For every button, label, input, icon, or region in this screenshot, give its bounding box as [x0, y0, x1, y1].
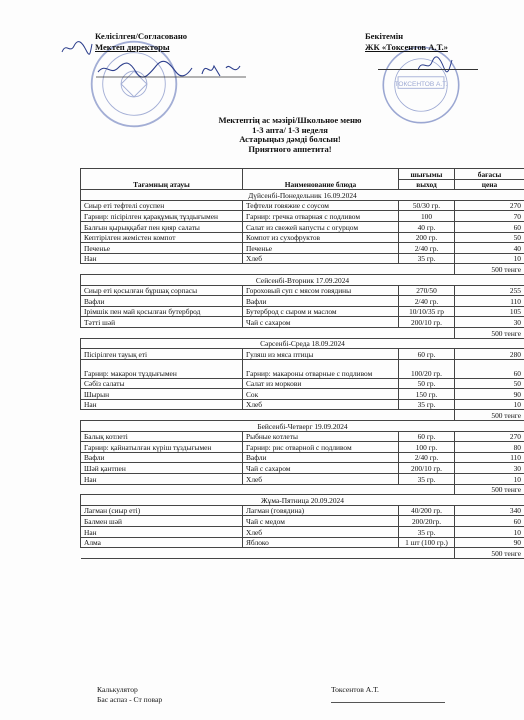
dish-name-kz: Вафли: [81, 452, 243, 463]
director-label: Мектеп директоры: [95, 42, 170, 52]
dish-price: 270: [455, 200, 524, 211]
dish-price: 340: [455, 505, 524, 516]
dish-price: 10: [455, 527, 524, 538]
menu-item-row: [81, 349, 524, 360]
supplier-name: ЖК «Токсентов А.Т.»: [365, 42, 448, 52]
dish-name-kz: Нан: [81, 253, 243, 264]
dish-name-ru: Гуляш из мяса птицы: [243, 349, 399, 360]
supplier-signature-line: [378, 69, 478, 70]
dish-name-kz: Шәй қантпен: [81, 463, 243, 474]
day-header-row: [81, 495, 524, 506]
chef-label: Бас аспаз - Ст повар: [97, 694, 163, 704]
portion-output: 60 гр.: [399, 431, 455, 442]
dish-name-kz: Балғын қырыққабат пен қияр салаты: [81, 221, 243, 232]
dish-price: 70: [455, 211, 524, 222]
day-title: Жұма-Пятница 20.09.2024: [81, 495, 524, 506]
approval-block-right: [365, 31, 448, 53]
title-line-2: 1-3 апта/ 1-3 неделя: [252, 124, 328, 135]
calculator-label: Калькулятор: [97, 685, 138, 694]
dish-name-ru: Лагман (говядина): [243, 505, 399, 516]
footer-signature-line: [331, 702, 445, 703]
day-total: 500 тенге: [455, 484, 524, 495]
dish-name-ru: Чай с сахаром: [243, 317, 399, 328]
day-total: 500 тенге: [455, 327, 524, 338]
dish-name-kz: Шырын: [81, 389, 243, 400]
portion-output: 40/200 гр.: [399, 505, 455, 516]
portion-output: 1 шт (100 гр.): [399, 537, 455, 548]
dish-name-kz: Нан: [81, 399, 243, 410]
dish-name-ru: Яблоко: [243, 537, 399, 548]
menu-item-row: [81, 505, 524, 516]
signature-scribble: [60, 40, 94, 56]
portion-output: 200 гр.: [399, 232, 455, 243]
dish-price: 10: [455, 399, 524, 410]
day-title: Бейсенбі-Четверг 19.09.2024: [81, 421, 524, 432]
portion-output: 100/20 гр.: [399, 359, 455, 378]
dish-price: 110: [455, 296, 524, 307]
column-header-output-ru: выход: [399, 179, 455, 190]
day-title: Сейсенбі-Вторник 17.09.2024: [81, 274, 524, 285]
dish-price: 30: [455, 317, 524, 328]
menu-item-row: [81, 306, 524, 317]
dish-price: 10: [455, 253, 524, 264]
dish-name-ru: Хлеб: [243, 399, 399, 410]
dish-name-kz: Гарнир: қайнатылған күріш тұздығымен: [81, 442, 243, 453]
total-spacer: [81, 264, 455, 275]
day-title: Дүйсенбі-Понедельник 16.09.2024: [81, 190, 524, 201]
portion-output: 35 гр.: [399, 399, 455, 410]
dish-name-kz: Сиыр еті тефтелі соуспен: [81, 200, 243, 211]
menu-item-row: [81, 527, 524, 538]
portion-output: 35 гр.: [399, 527, 455, 538]
day-total: 500 тенге: [455, 410, 524, 421]
portion-output: 2/40 гр.: [399, 243, 455, 254]
dish-name-kz: Алма: [81, 537, 243, 548]
dish-name-ru: Печенье: [243, 243, 399, 254]
portion-output: 200/10 гр.: [399, 463, 455, 474]
director-signature: [96, 58, 246, 80]
menu-item-row: [81, 221, 524, 232]
dish-name-ru: Гарнир: гречка отварная с подливом: [243, 211, 399, 222]
portion-output: 2/40 гр.: [399, 452, 455, 463]
dish-name-kz: Сәбіз салаты: [81, 378, 243, 389]
dish-name-kz: Пісірілген тауық еті: [81, 349, 243, 360]
column-header-kazakh-name: Тағамның атауы: [81, 169, 243, 190]
dish-name-ru: Сок: [243, 389, 399, 400]
dish-price: 50: [455, 378, 524, 389]
menu-item-row: [81, 359, 524, 378]
dish-name-kz: Кептірілген жемістен компот: [81, 232, 243, 243]
dish-name-ru: Тефтели говяжие с соусом: [243, 200, 399, 211]
dish-price: 280: [455, 349, 524, 360]
day-total-row: [81, 410, 524, 421]
portion-output: 60 гр.: [399, 349, 455, 360]
dish-name-ru: Хлеб: [243, 253, 399, 264]
day-total: 500 тенге: [455, 548, 524, 559]
total-spacer: [81, 484, 455, 495]
menu-table: [80, 168, 524, 559]
dish-price: 40: [455, 243, 524, 254]
day-total-row: [81, 548, 524, 559]
day-total-row: [81, 264, 524, 275]
dish-price: 110: [455, 452, 524, 463]
day-header-row: [81, 421, 524, 432]
portion-output: 40 гр.: [399, 221, 455, 232]
menu-item-row: [81, 537, 524, 548]
total-spacer: [81, 410, 455, 421]
dish-name-ru: Гороховый суп с мясом говядины: [243, 285, 399, 296]
menu-item-row: [81, 474, 524, 485]
title-line-4: Приятного аппетита!: [248, 143, 332, 154]
dish-name-ru: Чай с сахаром: [243, 463, 399, 474]
portion-output: 10/10/35 гр: [399, 306, 455, 317]
portion-output: 200/20гр.: [399, 516, 455, 527]
dish-name-ru: Гарнир: макароны отварные с подливом: [243, 359, 399, 378]
menu-item-row: [81, 431, 524, 442]
dish-name-kz: Гарнир: пісірілген қарақұмық тұздығымен: [81, 211, 243, 222]
dish-name-ru: Рыбные котлеты: [243, 431, 399, 442]
portion-output: 270/50: [399, 285, 455, 296]
day-header-row: [81, 274, 524, 285]
dish-name-kz: Балық котлеті: [81, 431, 243, 442]
agreed-label: Келісілген/Согласовано: [95, 31, 188, 41]
dish-name-kz: Тәтті шәй: [81, 317, 243, 328]
day-total-row: [81, 327, 524, 338]
title-line-3: Астарыңыз дәмді болсын!: [239, 134, 341, 145]
portion-output: 35 гр.: [399, 474, 455, 485]
dish-price: 60: [455, 359, 524, 378]
dish-name-kz: Балмен шәй: [81, 516, 243, 527]
dish-name-kz: Нан: [81, 527, 243, 538]
portion-output: 100: [399, 211, 455, 222]
menu-item-row: [81, 452, 524, 463]
menu-table-body: [81, 190, 524, 559]
menu-item-row: [81, 442, 524, 453]
day-total: 500 тенге: [455, 264, 524, 275]
dish-price: 10: [455, 474, 524, 485]
total-spacer: [81, 548, 455, 559]
dish-name-ru: Хлеб: [243, 527, 399, 538]
dish-name-kz: Ірімшік пен май қосылған бутерброд: [81, 306, 243, 317]
portion-output: 50 гр.: [399, 378, 455, 389]
portion-output: 100 гр.: [399, 442, 455, 453]
column-header-output-kz: шығымы: [399, 169, 455, 180]
menu-item-row: [81, 399, 524, 410]
supplier-signature: [416, 56, 454, 74]
dish-price: 60: [455, 221, 524, 232]
dish-name-ru: Бутерброд с сыром и маслом: [243, 306, 399, 317]
menu-item-row: [81, 285, 524, 296]
dish-name-kz: Нан: [81, 474, 243, 485]
dish-price: 255: [455, 285, 524, 296]
menu-item-row: [81, 253, 524, 264]
dish-price: 105: [455, 306, 524, 317]
dish-name-ru: Гарнир: рис отварной с подливом: [243, 442, 399, 453]
menu-item-row: [81, 211, 524, 222]
title-line-1: Мектептің ас мәзірі/Школьное меню: [218, 115, 362, 125]
dish-name-ru: Чай с медом: [243, 516, 399, 527]
dish-name-kz: Лагман (сиыр еті): [81, 505, 243, 516]
dish-price: 90: [455, 389, 524, 400]
dish-price: 90: [455, 537, 524, 548]
dish-name-kz: Сиыр еті қосылған бұршақ сорпасы: [81, 285, 243, 296]
signatory-name: Токсентов А.Т.: [331, 685, 379, 694]
portion-output: 35 гр.: [399, 253, 455, 264]
column-header-price-kz: бағасы: [455, 169, 524, 180]
portion-output: 150 гр.: [399, 389, 455, 400]
dish-name-kz: Печенье: [81, 243, 243, 254]
portion-output: 2/40 гр.: [399, 296, 455, 307]
dish-name-ru: Хлеб: [243, 474, 399, 485]
menu-item-row: [81, 389, 524, 400]
dish-price: 60: [455, 516, 524, 527]
menu-item-row: [81, 296, 524, 307]
portion-output: 50/30 гр.: [399, 200, 455, 211]
dish-name-ru: Салат из свежей капусты с огурцом: [243, 221, 399, 232]
dish-price: 30: [455, 463, 524, 474]
approved-label: Бекітемін: [365, 31, 404, 41]
approval-block-left: [95, 31, 187, 53]
menu-item-row: [81, 200, 524, 211]
dish-name-kz: Гарнир: макарон тұздығымен: [81, 359, 243, 378]
column-header-russian-name: Наименование блюда: [243, 169, 399, 190]
day-total-row: [81, 484, 524, 495]
total-spacer: [81, 327, 455, 338]
dish-name-ru: Компот из сухофруктов: [243, 232, 399, 243]
menu-item-row: [81, 243, 524, 254]
day-header-row: [81, 190, 524, 201]
dish-price: 50: [455, 232, 524, 243]
footer-roles: [97, 685, 162, 704]
day-title: Сәрсенбі-Среда 18.09.2024: [81, 338, 524, 349]
menu-item-row: [81, 317, 524, 328]
svg-text:ТОКСЕНТОВ А.Т.: ТОКСЕНТОВ А.Т.: [394, 80, 448, 88]
footer-signatory: [331, 685, 379, 695]
dish-name-ru: Вафли: [243, 296, 399, 307]
dish-price: 80: [455, 442, 524, 453]
column-header-price-ru: цена: [455, 179, 524, 190]
day-header-row: [81, 338, 524, 349]
dish-price: 270: [455, 431, 524, 442]
menu-item-row: [81, 232, 524, 243]
menu-title: [150, 116, 430, 154]
dish-name-ru: Салат из моркови: [243, 378, 399, 389]
menu-item-row: [81, 378, 524, 389]
menu-item-row: [81, 516, 524, 527]
dish-name-ru: Вафли: [243, 452, 399, 463]
portion-output: 200/10 гр.: [399, 317, 455, 328]
menu-item-row: [81, 463, 524, 474]
dish-name-kz: Вафли: [81, 296, 243, 307]
